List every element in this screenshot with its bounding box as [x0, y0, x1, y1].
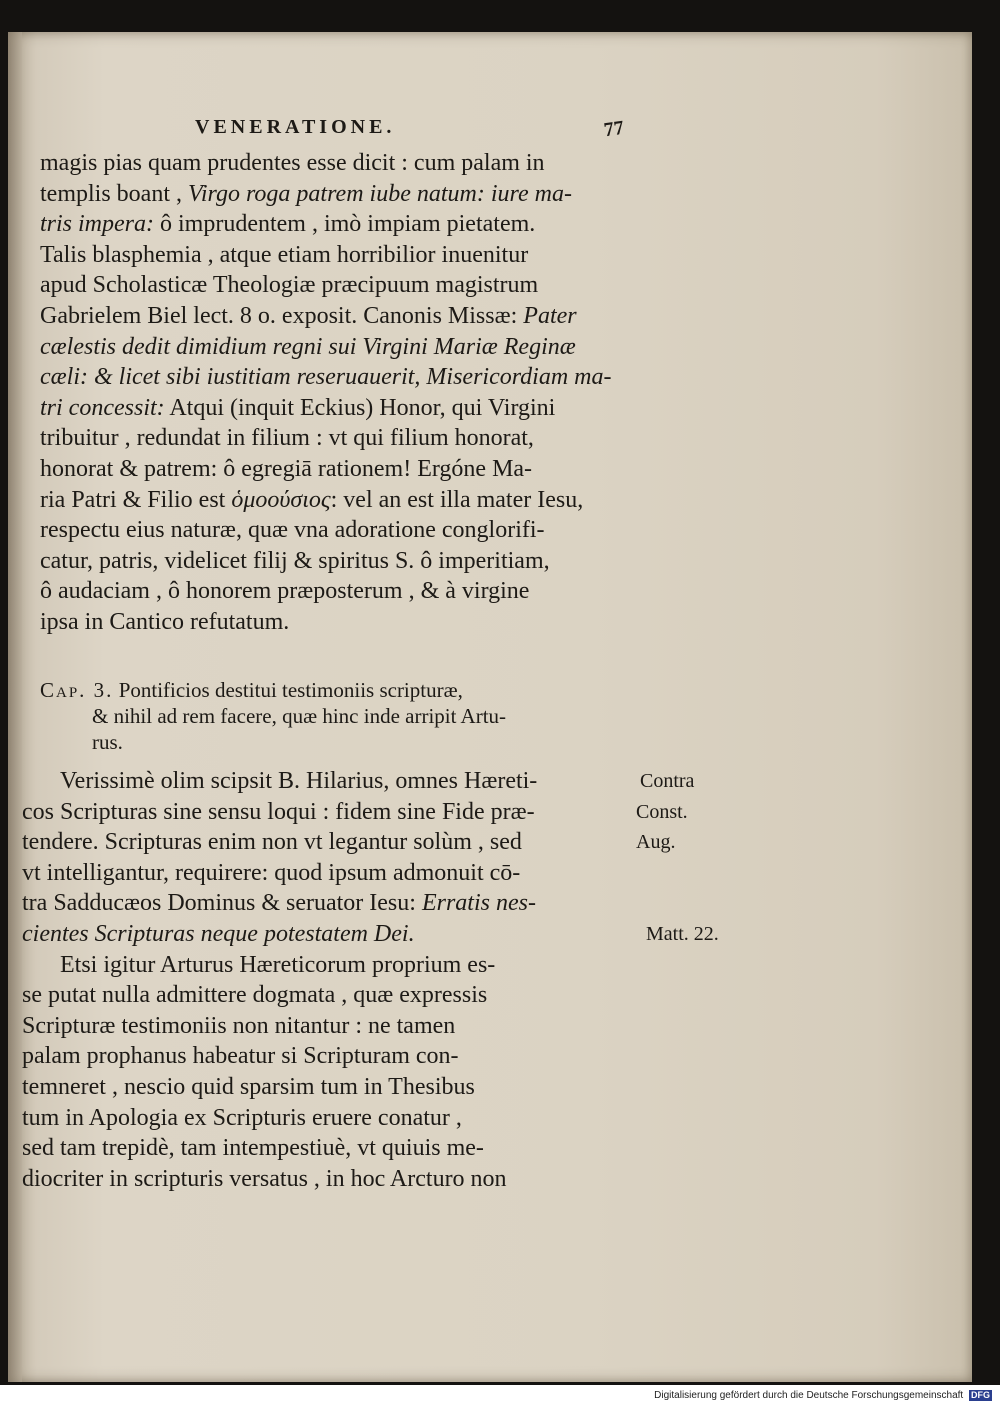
- text-line: [40, 485, 670, 516]
- footer-credit: [654, 1390, 992, 1401]
- text-line: [22, 766, 682, 797]
- roman-segment: Etsi igitur Arturus Hæreticorum proprium es-: [60, 951, 496, 978]
- margin-note: Const.: [636, 800, 688, 823]
- text-line: [22, 919, 682, 950]
- text-line: [40, 301, 670, 332]
- page-gutter: [8, 32, 22, 1382]
- text-line: [40, 179, 670, 210]
- roman-segment: catur, patris, videlicet filij & spiritus S. ô imperitiam,: [40, 547, 550, 574]
- text-line: [22, 1133, 682, 1164]
- roman-segment: ô audaciam , ô honorem præposterum , & à virgine: [40, 578, 530, 605]
- italic-segment: cientes Scripturas neque potestatem Dei.: [22, 920, 415, 947]
- roman-segment: temneret , nescio quid sparsim tum in Thesibus: [22, 1073, 475, 1100]
- text-line: [40, 148, 670, 179]
- roman-segment: cos Scripturas sine sensu loqui : fidem sine Fide præ-: [22, 798, 535, 825]
- text-line: [40, 515, 670, 546]
- roman-segment: : vel an est illa mater Iesu,: [330, 486, 584, 513]
- margin-note: [636, 858, 756, 889]
- italic-segment: Pater: [523, 302, 577, 329]
- roman-segment: Talis blasphemia , atque etiam horribilior inuenitur: [40, 241, 529, 268]
- chapter-title-line: Pontificios destitui testimoniis scripturæ,: [118, 678, 463, 702]
- roman-segment: Verissimè olim scipsit B. Hilarius, omnes Hæreti-: [60, 768, 538, 794]
- margin-note: Contra: [640, 770, 695, 792]
- italic-segment: ὁμοούσιος: [231, 486, 331, 513]
- roman-segment: honorat & patrem: ô egregiā rationem! Ergóne Ma-: [40, 455, 533, 482]
- roman-segment: ô imprudentem , imò impiam pietatem.: [154, 211, 536, 238]
- roman-segment: templis boant ,: [40, 180, 188, 207]
- roman-segment: magis pias quam prudentes esse dicit : cum palam in: [40, 150, 545, 176]
- margin-note: Aug.: [636, 831, 676, 854]
- italic-segment: tris impera:: [40, 211, 154, 238]
- text-line: [40, 546, 670, 577]
- text-line: [22, 1072, 682, 1103]
- text-line: [22, 797, 682, 828]
- chapter-title-line: rus.: [92, 730, 123, 754]
- roman-segment: tum in Apologia ex Scripturis eruere conatur ,: [22, 1104, 462, 1131]
- chapter-line: [40, 729, 680, 755]
- page-number: 77: [602, 116, 626, 142]
- body-text-block-2: [22, 766, 682, 1194]
- italic-segment: cælestis dedit dimidium regni sui Virgini Mariæ Reginæ: [40, 333, 576, 360]
- text-line: [22, 980, 682, 1011]
- roman-segment: palam prophanus habeatur si Scripturam con-: [22, 1043, 459, 1070]
- roman-segment: ipsa in Cantico refutatum.: [40, 608, 290, 635]
- text-line: [40, 240, 670, 271]
- roman-segment: se putat nulla admittere dogmata , quæ expressis: [22, 982, 488, 1009]
- text-line: [40, 332, 670, 363]
- text-line: [22, 858, 682, 889]
- text-line: [40, 454, 670, 485]
- roman-segment: tra Sadducæos Dominus & seruator Iesu:: [22, 890, 422, 917]
- dfg-logo: DFG: [971, 1390, 990, 1400]
- text-line: [22, 888, 682, 919]
- text-line: [22, 1041, 682, 1072]
- chapter-line: [40, 703, 680, 729]
- running-title: VENERATIONE.: [195, 116, 396, 138]
- margin-note: [636, 888, 756, 919]
- text-line: [22, 1164, 682, 1195]
- credit-text: Digitalisierung gefördert durch die Deutsche Forschungsgemeinschaft: [654, 1390, 964, 1402]
- roman-segment: Gabrielem Biel lect. 8 o. exposit. Canonis Missæ:: [40, 302, 524, 329]
- italic-segment: Erratis nes-: [421, 890, 536, 917]
- chapter-number: Cap. 3.: [40, 678, 114, 702]
- roman-segment: Atqui (inquit Eckius) Honor, qui Virgini: [164, 394, 556, 421]
- italic-segment: tri concessit:: [40, 394, 165, 421]
- margin-notes: [636, 766, 756, 950]
- roman-segment: tendere. Scripturas enim non vt legantur solùm , sed: [22, 829, 522, 856]
- text-line: [22, 1011, 682, 1042]
- text-line: [40, 423, 670, 454]
- roman-segment: vt intelligantur, requirere: quod ipsum admonuit cō-: [22, 859, 521, 886]
- margin-note: Matt. 22.: [646, 922, 719, 945]
- roman-segment: tribuitur , redundat in filium : vt qui filium honorat,: [40, 425, 534, 452]
- roman-segment: apud Scholasticæ Theologiæ præcipuum magistrum: [40, 272, 539, 299]
- text-line: [40, 362, 670, 393]
- text-line: [22, 1103, 682, 1134]
- roman-segment: diocriter in scripturis versatus , in hoc Arcturo non: [22, 1165, 507, 1192]
- text-line: [22, 827, 682, 858]
- chapter-title-line: & nihil ad rem facere, quæ hinc inde arripit Artu-: [92, 704, 507, 728]
- text-line: [40, 270, 670, 301]
- roman-segment: Scripturæ testimoniis non nitantur : ne tamen: [22, 1012, 456, 1039]
- text-line: [40, 393, 670, 424]
- chapter-heading: [40, 677, 680, 755]
- text-line: [40, 576, 670, 607]
- text-line: [40, 607, 670, 638]
- roman-segment: respectu eius naturæ, quæ vna adoratione conglorifi-: [40, 517, 545, 544]
- roman-segment: sed tam trepidè, tam intempestiuè, vt quiuis me-: [22, 1135, 484, 1162]
- text-line: [22, 950, 682, 981]
- text-line: [40, 209, 670, 240]
- body-text-block-1: [40, 148, 670, 638]
- chapter-line: [40, 677, 680, 703]
- italic-segment: cæli: & licet sibi iustitiam reseruauerit, Misericordiam ma-: [40, 364, 612, 391]
- italic-segment: Virgo roga patrem iube natum: iure ma-: [187, 180, 572, 207]
- roman-segment: ria Patri & Filio est: [40, 486, 232, 513]
